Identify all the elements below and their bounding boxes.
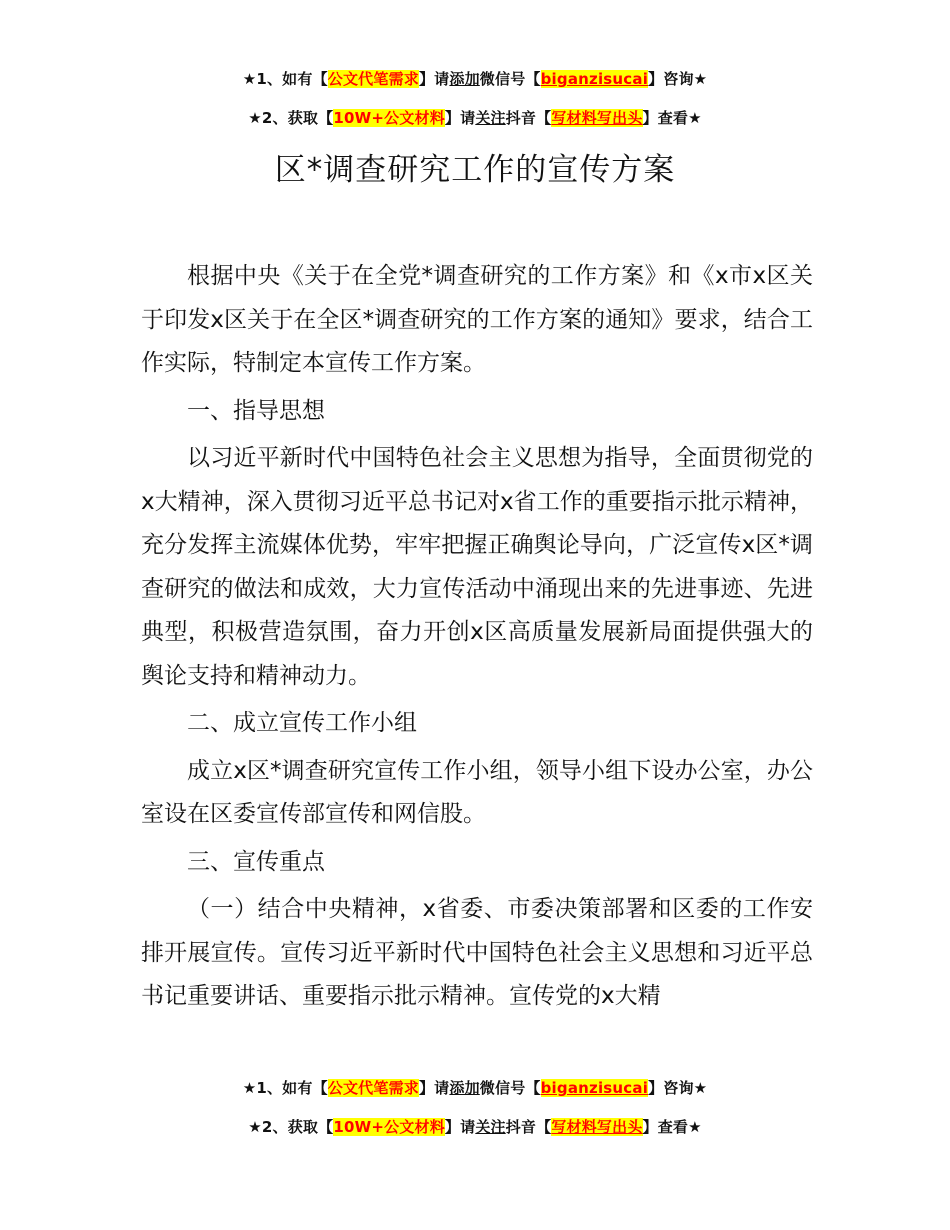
banner-text: 】咨询★ [648,70,708,88]
banner-underlined-follow: 关注 [475,109,506,127]
banner-text: 】查看★ [642,109,702,127]
highlight-douyin-account: 写材料写出头 [551,1118,643,1136]
banner-underlined-add: 添加 [449,1079,480,1097]
banner-text: 】请 [418,70,450,88]
section-body-working-group: 成立x区*调查研究宣传工作小组，领导小组下设办公室，办公室设在区委宣传部宣传和网信股。 [141,757,813,827]
banner-text: ★2、获取【 [248,109,334,127]
highlight-douyin-account: 写材料写出头 [551,109,643,127]
banner-text: ★1、如有【 [242,70,328,88]
banner-text: 抖音【 [505,109,552,127]
footer-banner-line-2 [0,1116,950,1137]
banner-underlined-add: 添加 [449,70,480,88]
footer-banner-line-1 [0,1077,950,1098]
document-body [141,255,813,1019]
banner-text: 】查看★ [642,1118,702,1136]
highlight-wechat-id: biganzisucai [540,70,649,88]
banner-text: 微信号【 [479,70,541,88]
banner-text: 】请 [418,1079,450,1097]
section-heading-guiding-ideology: 一、指导思想 [187,397,325,424]
highlight-materials: 10W+公文材料 [333,109,445,127]
banner-text: 】咨询★ [648,1079,708,1097]
section-body-guiding-ideology: 以习近平新时代中国特色社会主义思想为指导，全面贯彻党的x大精神，深入贯彻习近平总书记对x省工作的重要指示批示精神，充分发挥主流媒体优势，牢牢把握正确舆论导向，广泛宣传x区*调查研究的做法和成效，大力宣传活动中涌现出来的先进事迹、先进典型，积极营造氛围，奋力开创x区高质量发展新局面提供强大的舆论支持和精神动力。 [141,445,813,689]
banner-text: 微信号【 [479,1079,541,1097]
banner-text: 】请 [444,1118,476,1136]
header-banner-line-1 [0,68,950,89]
section-body-publicity-focus: （一）结合中央精神，x省委、市委决策部署和区委的工作安排开展宣传。宣传习近平新时代中国特色社会主义思想和习近平总书记重要讲话、重要指示批示精神。宣传党的x大精 [141,896,813,1009]
highlight-ghostwriting: 公文代笔需求 [327,1079,419,1097]
intro-paragraph: 根据中央《关于在全党*调查研究的工作方案》和《x市x区关于印发x区关于在全区*调查研究的工作方案的通知》要求，结合工作实际，特制定本宣传工作方案。 [141,263,813,376]
highlight-materials: 10W+公文材料 [333,1118,445,1136]
document-title: 区*调查研究工作的宣传方案 [274,152,676,188]
banner-text: 抖音【 [505,1118,552,1136]
highlight-wechat-id: biganzisucai [540,1079,649,1097]
section-heading-working-group: 二、成立宣传工作小组 [187,710,417,736]
banner-text: ★1、如有【 [242,1079,328,1097]
header-banner-line-2 [0,107,950,128]
banner-text: ★2、获取【 [248,1118,334,1136]
section-heading-publicity-focus: 三、宣传重点 [187,848,325,875]
banner-underlined-follow: 关注 [475,1118,506,1136]
banner-text: 】请 [444,109,476,127]
highlight-ghostwriting: 公文代笔需求 [327,70,419,88]
